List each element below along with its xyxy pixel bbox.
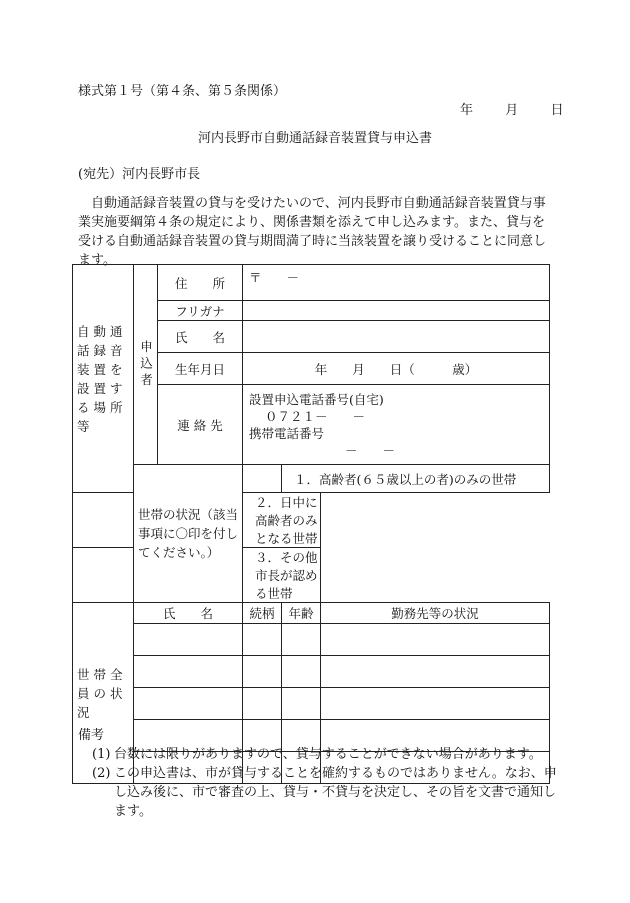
member-work-cell[interactable] xyxy=(321,624,550,656)
date-month: 月 xyxy=(505,103,519,118)
address-label: 住 所 xyxy=(158,265,243,301)
member-name-cell[interactable] xyxy=(134,688,243,720)
application-form-table xyxy=(72,264,550,784)
phone-home-label: 設置申込電話番号(自宅) xyxy=(249,391,384,407)
name-label: 氏 名 xyxy=(158,321,243,353)
date-day: 日 xyxy=(550,103,564,118)
phone-home-value: ０７２１－ － xyxy=(265,408,366,424)
member-age-cell[interactable] xyxy=(282,624,321,656)
form-number: 様式第１号（第４条、第５条関係） xyxy=(78,84,287,99)
member-age-cell[interactable] xyxy=(282,688,321,720)
household-mark-2[interactable] xyxy=(73,493,134,548)
phone-mobile-label: 携帯電話番号 xyxy=(249,425,325,441)
furigana-label: フリガナ xyxy=(158,301,243,321)
postal-mark: 〒 － xyxy=(249,270,300,285)
phone-mobile-value: － － xyxy=(345,442,396,458)
install-place-label: 自動通話録音装置を設置する場所等 xyxy=(73,265,134,493)
household-option-3: ３．その他市長が認める世帯 xyxy=(243,548,321,603)
members-col-work: 勤務先等の状況 xyxy=(321,603,550,624)
member-age-cell[interactable] xyxy=(282,656,321,688)
note-number: (2) xyxy=(92,766,111,781)
member-relation-cell[interactable] xyxy=(243,656,282,688)
members-label: 世帯全員の状況 xyxy=(73,603,134,784)
note-text: 台数には限りがありますので、貸与することができない場合があります。 xyxy=(114,747,542,762)
note-number: (1) xyxy=(92,747,111,762)
members-col-name: 氏 名 xyxy=(134,603,243,624)
member-work-cell[interactable] xyxy=(321,656,550,688)
notes-heading: 備考 xyxy=(78,728,105,743)
members-col-relation: 続柄 xyxy=(243,603,282,624)
applicant-label: 申込者 xyxy=(134,265,158,465)
table-row xyxy=(73,624,550,656)
contact-field[interactable] xyxy=(243,385,550,465)
note-item xyxy=(78,745,568,764)
notes xyxy=(78,726,568,821)
member-work-cell[interactable] xyxy=(321,688,550,720)
member-name-cell[interactable] xyxy=(134,624,243,656)
date-year: 年 xyxy=(460,103,474,118)
address-field[interactable] xyxy=(243,265,550,301)
name-field[interactable] xyxy=(243,321,550,353)
birthdate-label: 生年月日 xyxy=(158,353,243,385)
date-line xyxy=(460,99,564,118)
member-name-cell[interactable] xyxy=(134,656,243,688)
birthdate-field[interactable]: 年 月 日（ 歳） xyxy=(243,353,550,385)
note-text: この申込書は、市が貸与することを確約するものではありません。なお、申し込み後に、市で審査の上、貸与・不貸与を決定し、その旨を文書で通知します。 xyxy=(114,766,557,819)
table-row xyxy=(73,656,550,688)
member-relation-cell[interactable] xyxy=(243,624,282,656)
members-col-age: 年齢 xyxy=(282,603,321,624)
household-status-label: 世帯の状況（該当事項に〇印を付してください。） xyxy=(134,465,243,603)
contact-label: 連 絡 先 xyxy=(158,385,243,465)
note-item xyxy=(78,764,568,821)
page-title: 河内長野市自動通話録音装置貸与申込書 xyxy=(197,131,432,146)
addressee: (宛先）河内長野市長 xyxy=(78,167,201,182)
member-relation-cell[interactable] xyxy=(243,688,282,720)
household-option-2: ２．日中に高齢者のみとなる世帯 xyxy=(243,493,321,548)
household-mark-3[interactable] xyxy=(73,548,134,603)
table-row xyxy=(73,688,550,720)
intro-text: 自動通話録音装置の貸与を受けたいので、河内長野市自動通話録音装置貸与事業実施要綱第４条の規定により、関係書類を添えて申し込みます。また、貸与を受ける自動通話録音装置の貸与期間満了時に当該装置を譲り受けることに同意します。 xyxy=(78,196,547,268)
household-option-1: １．高齢者(６５歳以上の者)のみの世帯 xyxy=(282,465,550,493)
household-mark-1[interactable] xyxy=(243,465,282,493)
furigana-field[interactable] xyxy=(243,301,550,321)
